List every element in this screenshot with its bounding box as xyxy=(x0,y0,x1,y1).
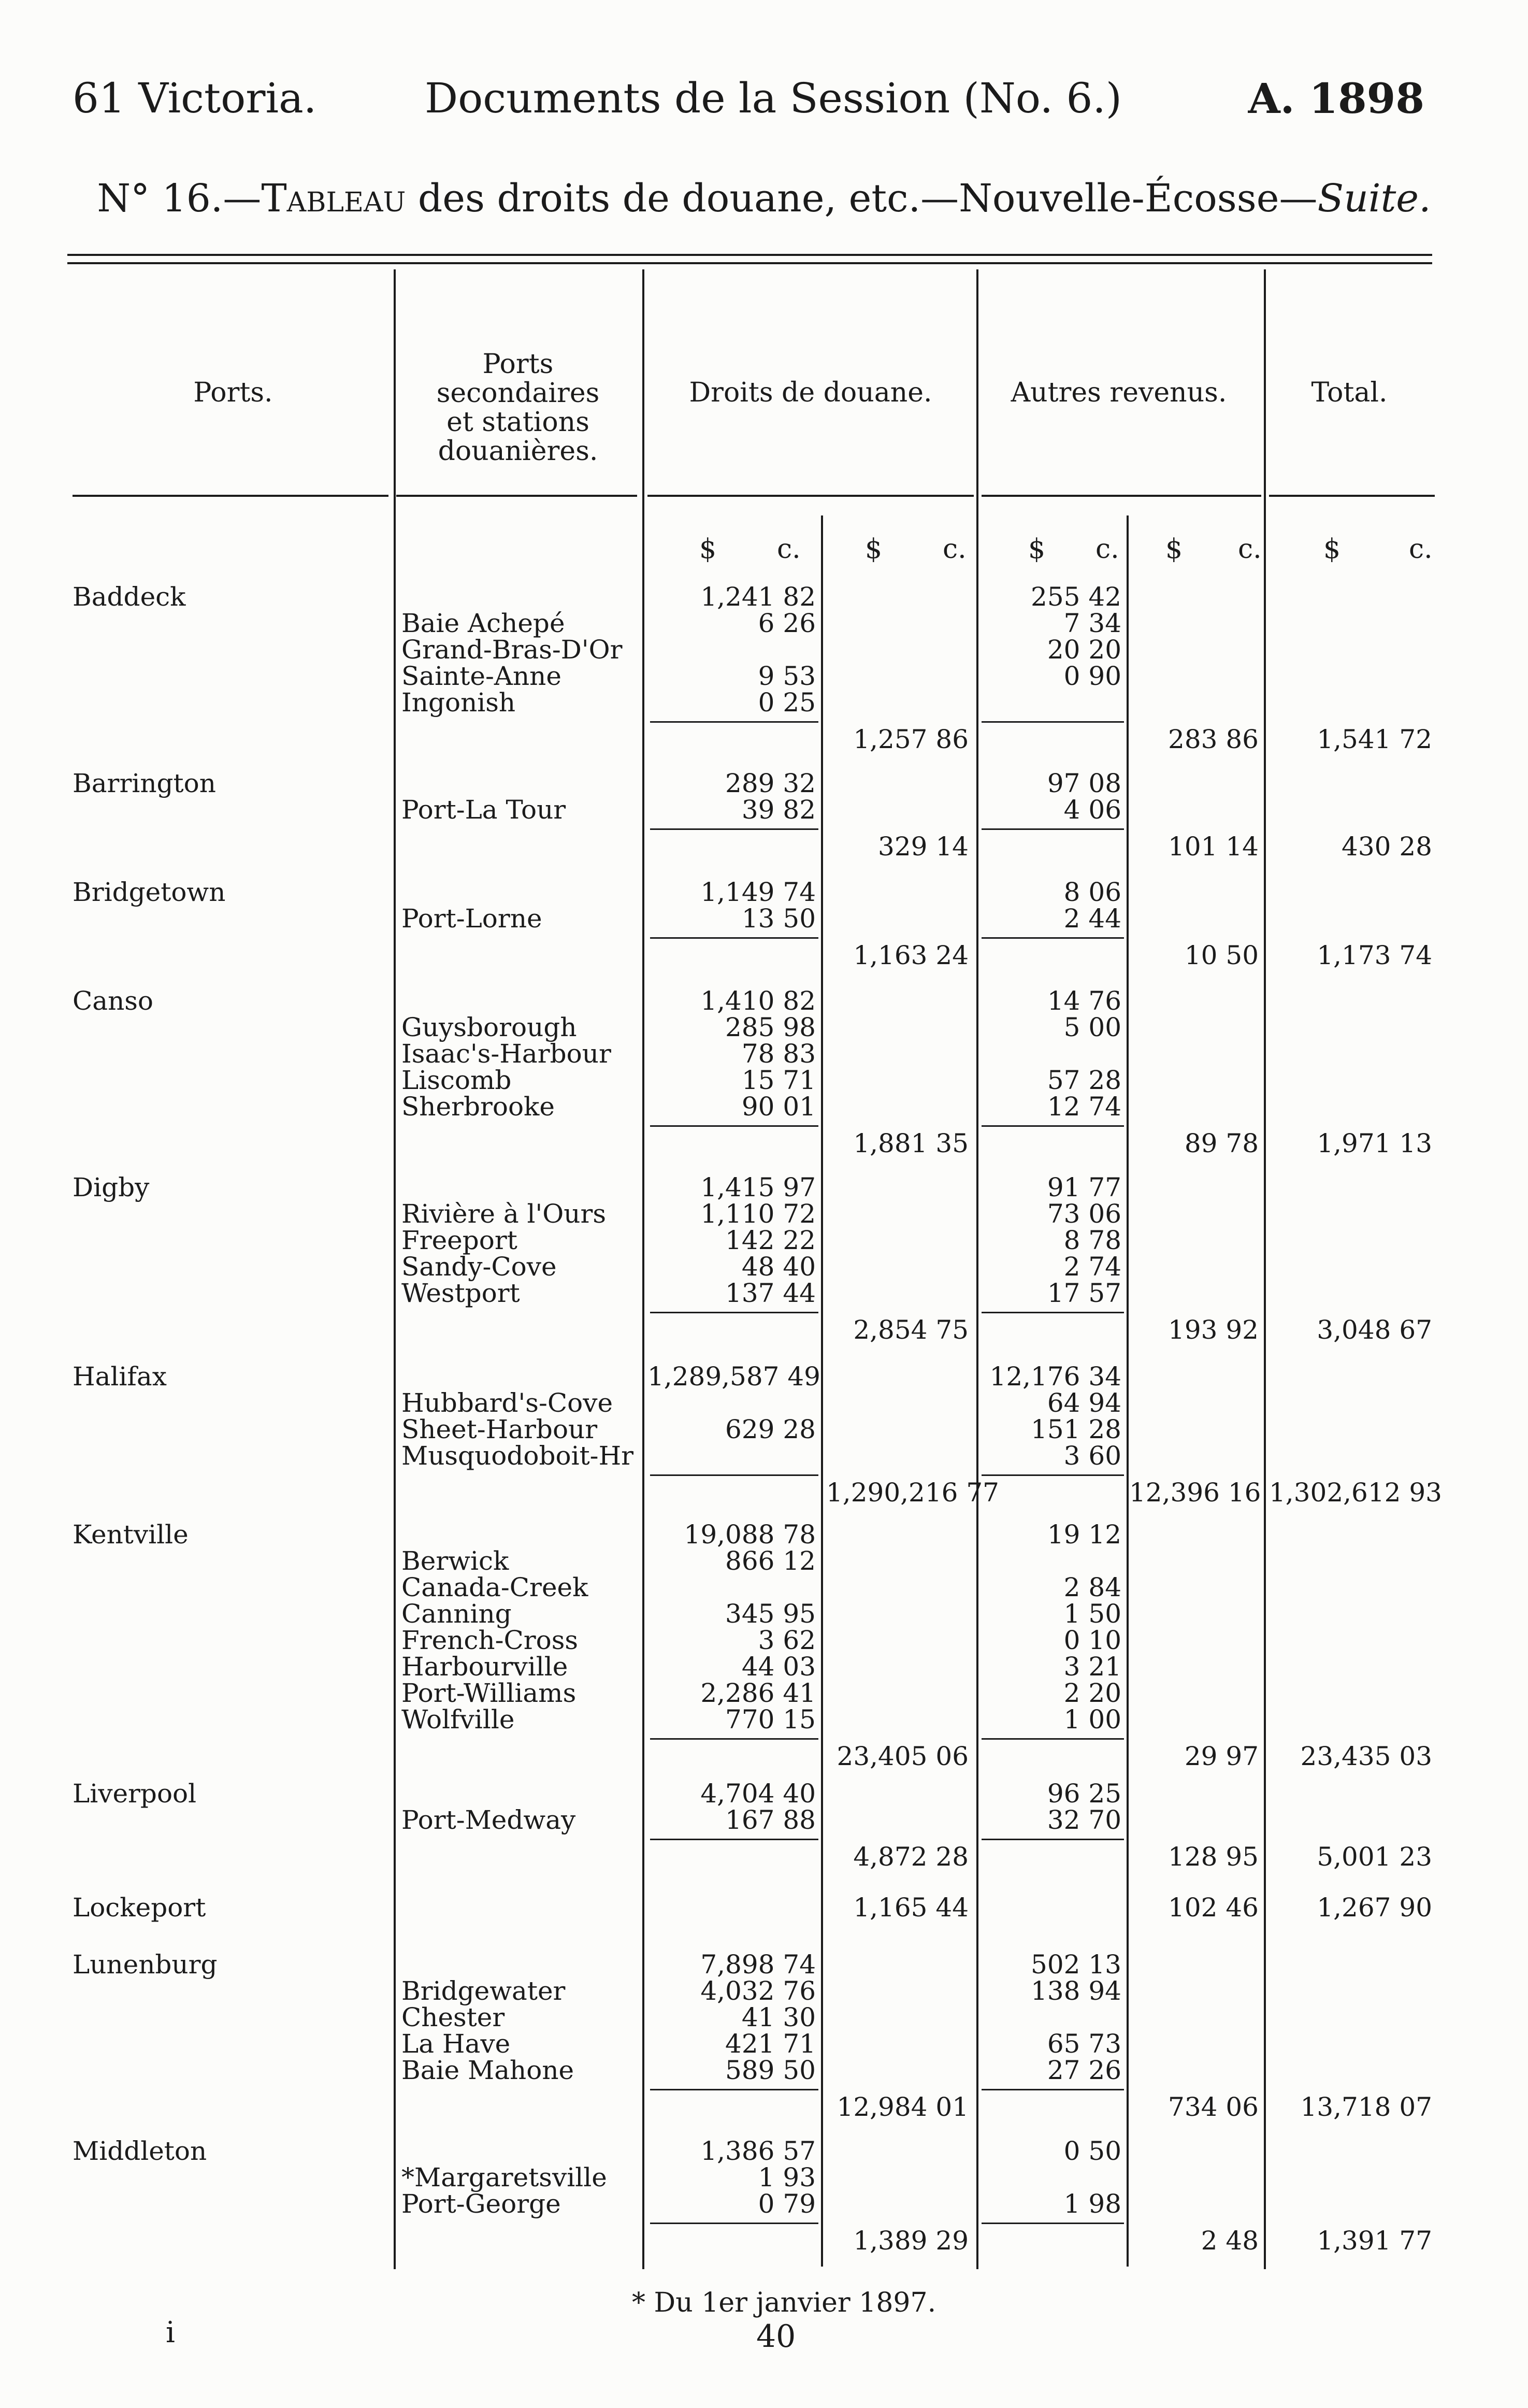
other-detail-value: 91 77 xyxy=(1047,1172,1121,1202)
other-detail-value: 2 20 xyxy=(1063,1678,1121,1708)
footnote: * Du 1er janvier 1897. xyxy=(632,2287,936,2318)
unit-dollar: $ xyxy=(865,534,883,565)
other-total-value: 102 46 xyxy=(1168,1893,1259,1923)
grand-total-value: 13,718 07 xyxy=(1300,2092,1432,2122)
secondary-port-name: Wolfville xyxy=(401,1704,515,1735)
customs-detail-value: 137 44 xyxy=(725,1278,816,1308)
customs-detail-value: 4,704 40 xyxy=(700,1779,816,1809)
other-detail-value: 65 73 xyxy=(1047,2029,1121,2059)
secondary-port-name: Freeport xyxy=(401,1225,517,1255)
subtotal-rule xyxy=(982,1312,1124,1313)
subtotal-rule xyxy=(982,2223,1124,2224)
other-detail-value: 1 98 xyxy=(1063,2189,1121,2219)
customs-total-value: 1,163 24 xyxy=(853,940,969,970)
header-rule-total xyxy=(1269,495,1435,497)
header-year: A. 1898 xyxy=(1248,74,1424,123)
secondary-port-name: Port-Williams xyxy=(401,1678,576,1708)
customs-detail-value: 0 79 xyxy=(758,2189,816,2219)
port-name: Canso xyxy=(73,986,154,1016)
port-name: Bridgetown xyxy=(73,877,226,907)
customs-detail-value: 44 03 xyxy=(741,1652,816,1682)
col-sep-secondary xyxy=(642,269,644,2269)
subtotal-rule xyxy=(650,937,818,939)
grand-total-value: 1,267 90 xyxy=(1317,1893,1432,1923)
subtotal-rule xyxy=(982,828,1124,830)
customs-detail-value: 39 82 xyxy=(741,795,816,825)
secondary-port-name: Sheet-Harbour xyxy=(401,1414,598,1444)
other-detail-value: 8 06 xyxy=(1063,877,1121,907)
subtotal-rule xyxy=(982,721,1124,723)
col-sep-customs-detail xyxy=(821,515,823,2267)
customs-detail-value: 629 28 xyxy=(725,1414,816,1444)
grand-total-value: 23,435 03 xyxy=(1300,1741,1432,1771)
other-detail-value: 2 44 xyxy=(1063,904,1121,934)
port-name: Lockeport xyxy=(73,1893,206,1923)
port-name: Digby xyxy=(73,1172,150,1202)
subtotal-rule xyxy=(982,1474,1124,1476)
grand-total-value: 1,391 77 xyxy=(1317,2226,1432,2256)
customs-detail-value: 1,110 72 xyxy=(700,1199,816,1229)
secondary-port-name: Liscomb xyxy=(401,1065,512,1095)
port-name: Kentville xyxy=(73,1520,189,1550)
unit-dollar: $ xyxy=(1323,534,1341,565)
secondary-port-name: Westport xyxy=(401,1278,520,1308)
customs-total-value: 1,389 29 xyxy=(853,2226,969,2256)
secondary-port-name: Port-George xyxy=(401,2189,561,2219)
customs-detail-value: 1,241 82 xyxy=(700,582,816,612)
secondary-port-name: Sandy-Cove xyxy=(401,1252,557,1282)
unit-dollar: $ xyxy=(1028,534,1046,565)
other-detail-value: 64 94 xyxy=(1047,1388,1121,1418)
secondary-port-name: Baie Achepé xyxy=(401,608,565,638)
customs-detail-value: 1,410 82 xyxy=(700,986,816,1016)
customs-detail-value: 1 93 xyxy=(758,2162,816,2192)
col-sep-other-detail xyxy=(1127,515,1129,2267)
secondary-port-name: French-Cross xyxy=(401,1625,579,1655)
customs-detail-value: 1,289,587 49 xyxy=(647,1361,820,1392)
secondary-port-name: Port-Lorne xyxy=(401,904,542,934)
customs-detail-value: 770 15 xyxy=(725,1704,816,1735)
secondary-port-name: Canning xyxy=(401,1599,512,1629)
other-total-value: 12,396 16 xyxy=(1129,1478,1261,1508)
secondary-port-name: Sainte-Anne xyxy=(401,661,561,691)
other-total-value: 734 06 xyxy=(1168,2092,1259,2122)
other-total-value: 10 50 xyxy=(1184,940,1259,970)
grand-total-value: 1,541 72 xyxy=(1317,724,1432,754)
secondary-port-name: Canada-Creek xyxy=(401,1572,588,1602)
customs-detail-value: 589 50 xyxy=(725,2055,816,2085)
customs-detail-value: 41 30 xyxy=(741,2002,816,2032)
col-head-secondary xyxy=(399,350,637,466)
other-detail-value: 1 00 xyxy=(1063,1704,1121,1735)
grand-total-value: 3,048 67 xyxy=(1317,1315,1432,1345)
secondary-port-name: Isaac's-Harbour xyxy=(401,1039,611,1069)
customs-detail-value: 7,898 74 xyxy=(700,1950,816,1980)
customs-detail-value: 15 71 xyxy=(741,1065,816,1095)
col-head-secondary-line: douanières. xyxy=(438,436,598,467)
other-detail-value: 151 28 xyxy=(1031,1414,1121,1444)
other-detail-value: 138 94 xyxy=(1031,1976,1121,2006)
customs-detail-value: 0 25 xyxy=(758,687,816,718)
other-detail-value: 502 13 xyxy=(1031,1950,1121,1980)
subtotal-rule xyxy=(982,1738,1124,1740)
customs-detail-value: 19,088 78 xyxy=(684,1520,816,1550)
customs-detail-value: 421 71 xyxy=(725,2029,816,2059)
grand-total-value: 5,001 23 xyxy=(1317,1842,1432,1872)
customs-detail-value: 1,415 97 xyxy=(700,1172,816,1202)
port-name: Lunenburg xyxy=(73,1950,218,1980)
unit-cents: c. xyxy=(1238,534,1262,565)
other-detail-value: 4 06 xyxy=(1063,795,1121,825)
customs-total-value: 2,854 75 xyxy=(853,1315,969,1345)
unit-dollar: $ xyxy=(1165,534,1183,565)
title-smallcaps: Tableau xyxy=(261,176,406,221)
secondary-port-name: Harbourville xyxy=(401,1652,568,1682)
subtotal-rule xyxy=(982,2089,1124,2090)
secondary-port-name: Baie Mahone xyxy=(401,2055,574,2085)
col-head-ports: Ports. xyxy=(193,377,273,408)
other-detail-value: 3 60 xyxy=(1063,1441,1121,1471)
customs-detail-value: 78 83 xyxy=(741,1039,816,1069)
secondary-port-name: *Margaretsville xyxy=(401,2162,607,2192)
header-rule-ports xyxy=(73,495,388,497)
unit-cents: c. xyxy=(1409,534,1433,565)
secondary-port-name: Berwick xyxy=(401,1546,509,1576)
col-head-total: Total. xyxy=(1311,377,1388,408)
other-total-value: 283 86 xyxy=(1168,724,1259,754)
other-detail-value: 0 10 xyxy=(1063,1625,1121,1655)
secondary-port-name: Port-Medway xyxy=(401,1805,576,1835)
header-session-left: 61 Victoria. xyxy=(73,74,317,122)
customs-detail-value: 2,286 41 xyxy=(700,1678,816,1708)
customs-detail-value: 6 26 xyxy=(758,608,816,638)
grand-total-value: 1,173 74 xyxy=(1317,940,1432,970)
col-head-secondary-line: et stations xyxy=(446,407,589,438)
customs-detail-value: 3 62 xyxy=(758,1625,816,1655)
title-italic: Suite. xyxy=(1317,176,1431,221)
customs-total-value: 12,984 01 xyxy=(837,2092,969,2122)
other-detail-value: 27 26 xyxy=(1047,2055,1121,2085)
secondary-port-name: Port-La Tour xyxy=(401,795,566,825)
header-rule-customs xyxy=(647,495,974,497)
subtotal-rule xyxy=(650,1312,818,1313)
header-rule-other xyxy=(982,495,1261,497)
other-detail-value: 0 90 xyxy=(1063,661,1121,691)
col-sep-ports xyxy=(394,269,396,2269)
customs-detail-value: 167 88 xyxy=(725,1805,816,1835)
subtotal-rule xyxy=(982,1125,1124,1127)
subtotal-rule xyxy=(650,1125,818,1127)
port-name: Halifax xyxy=(73,1361,167,1392)
customs-total-value: 1,881 35 xyxy=(853,1128,969,1158)
secondary-port-name: Hubbard's-Cove xyxy=(401,1388,613,1418)
customs-total-value: 1,165 44 xyxy=(853,1893,969,1923)
subtotal-rule xyxy=(650,721,818,723)
header-rule-secondary xyxy=(396,495,637,497)
customs-detail-value: 9 53 xyxy=(758,661,816,691)
other-detail-value: 19 12 xyxy=(1047,1520,1121,1550)
unit-dollar: $ xyxy=(699,534,717,565)
customs-detail-value: 289 32 xyxy=(725,768,816,798)
customs-total-value: 23,405 06 xyxy=(837,1741,969,1771)
page-number: 40 xyxy=(756,2318,796,2355)
other-detail-value: 255 42 xyxy=(1031,582,1121,612)
other-detail-value: 3 21 xyxy=(1063,1652,1121,1682)
other-detail-value: 12 74 xyxy=(1047,1092,1121,1122)
customs-detail-value: 13 50 xyxy=(741,904,816,934)
customs-total-value: 1,257 86 xyxy=(853,724,969,754)
col-head-secondary-line: Ports secondaires xyxy=(436,349,600,409)
customs-detail-value: 142 22 xyxy=(725,1225,816,1255)
customs-detail-value: 48 40 xyxy=(741,1252,816,1282)
other-detail-value: 8 78 xyxy=(1063,1225,1121,1255)
customs-detail-value: 345 95 xyxy=(725,1599,816,1629)
subtotal-rule xyxy=(650,1738,818,1740)
subtotal-rule xyxy=(650,828,818,830)
other-total-value: 193 92 xyxy=(1168,1315,1259,1345)
subtotal-rule xyxy=(982,937,1124,939)
secondary-port-name: Rivière à l'Ours xyxy=(401,1199,607,1229)
unit-cents: c. xyxy=(777,534,801,565)
other-detail-value: 2 74 xyxy=(1063,1252,1121,1282)
subtotal-rule xyxy=(982,1839,1124,1840)
customs-total-value: 4,872 28 xyxy=(853,1842,969,1872)
header-document-title: Documents de la Session (No. 6.) xyxy=(425,74,1122,122)
customs-detail-value: 1,386 57 xyxy=(700,2136,816,2166)
title-prefix: N° 16.— xyxy=(97,176,262,221)
other-detail-value: 97 08 xyxy=(1047,768,1121,798)
top-rule-1 xyxy=(67,254,1432,256)
table-title xyxy=(0,176,1528,221)
secondary-port-name: Chester xyxy=(401,2002,505,2032)
customs-total-value: 1,290,216 77 xyxy=(826,1478,999,1508)
other-detail-value: 14 76 xyxy=(1047,986,1121,1016)
customs-detail-value: 285 98 xyxy=(725,1012,816,1042)
title-middle: des droits de douane, etc.—Nouvelle-Écosse— xyxy=(406,176,1318,221)
col-head-customs: Droits de douane. xyxy=(689,377,932,408)
grand-total-value: 430 28 xyxy=(1342,832,1432,862)
unit-cents: c. xyxy=(1095,534,1119,565)
customs-detail-value: 90 01 xyxy=(741,1092,816,1122)
other-detail-value: 2 84 xyxy=(1063,1572,1121,1602)
other-total-value: 2 48 xyxy=(1201,2226,1259,2256)
port-name: Barrington xyxy=(73,768,216,798)
other-detail-value: 17 57 xyxy=(1047,1278,1121,1308)
other-detail-value: 20 20 xyxy=(1047,635,1121,665)
customs-detail-value: 866 12 xyxy=(725,1546,816,1576)
other-detail-value: 12,176 34 xyxy=(989,1361,1121,1392)
customs-total-value: 329 14 xyxy=(878,832,969,862)
other-total-value: 89 78 xyxy=(1184,1128,1259,1158)
other-detail-value: 1 50 xyxy=(1063,1599,1121,1629)
port-name: Baddeck xyxy=(73,582,186,612)
subtotal-rule xyxy=(650,1839,818,1840)
other-detail-value: 73 06 xyxy=(1047,1199,1121,1229)
grand-total-value: 1,971 13 xyxy=(1317,1128,1432,1158)
port-name: Middleton xyxy=(73,2136,207,2166)
secondary-port-name: Ingonish xyxy=(401,687,516,718)
subtotal-rule xyxy=(650,2089,818,2090)
secondary-port-name: Sherbrooke xyxy=(401,1092,555,1122)
other-detail-value: 5 00 xyxy=(1063,1012,1121,1042)
customs-detail-value: 4,032 76 xyxy=(700,1976,816,2006)
col-sep-customs xyxy=(976,269,978,2269)
page-mark: i xyxy=(166,2316,175,2349)
other-total-value: 128 95 xyxy=(1168,1842,1259,1872)
other-total-value: 101 14 xyxy=(1168,832,1259,862)
other-detail-value: 0 50 xyxy=(1063,2136,1121,2166)
grand-total-value: 1,302,612 93 xyxy=(1269,1478,1442,1508)
unit-cents: c. xyxy=(943,534,967,565)
other-detail-value: 96 25 xyxy=(1047,1779,1121,1809)
customs-detail-value: 1,149 74 xyxy=(700,877,816,907)
col-sep-other xyxy=(1264,269,1266,2269)
secondary-port-name: Grand-Bras-D'Or xyxy=(401,635,623,665)
secondary-port-name: Musquodoboit-Hr xyxy=(401,1441,634,1471)
other-detail-value: 7 34 xyxy=(1063,608,1121,638)
secondary-port-name: Bridgewater xyxy=(401,1976,566,2006)
other-total-value: 29 97 xyxy=(1184,1741,1259,1771)
subtotal-rule xyxy=(650,1474,818,1476)
secondary-port-name: La Have xyxy=(401,2029,511,2059)
other-detail-value: 57 28 xyxy=(1047,1065,1121,1095)
port-name: Liverpool xyxy=(73,1779,197,1809)
secondary-port-name: Guysborough xyxy=(401,1012,577,1042)
col-head-other: Autres revenus. xyxy=(1011,377,1227,408)
top-rule-2 xyxy=(67,262,1432,264)
other-detail-value: 32 70 xyxy=(1047,1805,1121,1835)
subtotal-rule xyxy=(650,2223,818,2224)
